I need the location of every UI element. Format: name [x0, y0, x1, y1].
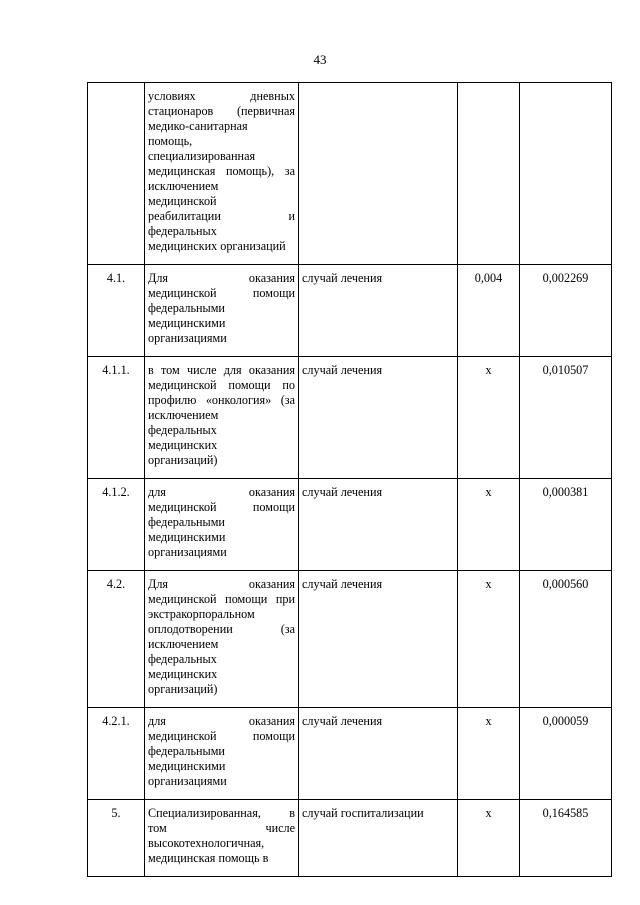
description-line: федеральных [148, 224, 217, 238]
row-description-cell [145, 83, 299, 265]
row-unit-cell: случай лечения [299, 265, 458, 357]
description-line: организациями [148, 331, 227, 345]
description-line: медицинских [148, 667, 218, 681]
row-description-cell [145, 571, 299, 708]
row-description-cell [145, 357, 299, 479]
description-line: медицинскими [148, 316, 226, 330]
description-line: медицинской помощи по [148, 378, 295, 392]
description-line: организаций) [148, 453, 218, 467]
description-line: условиях дневных [148, 89, 295, 103]
row-value2-cell: 0,000560 [520, 571, 612, 708]
description-line: медицинской помощи при [148, 592, 295, 606]
row-value1-cell: x [458, 479, 520, 571]
description-line: медицинскими [148, 759, 226, 773]
description-line: Для оказания [148, 577, 295, 591]
description-line: профилю «онкология» (за [148, 393, 295, 407]
row-value2-cell [520, 83, 612, 265]
description-line: исключением [148, 179, 219, 193]
description-line: федеральных [148, 652, 217, 666]
description-line: медицинскими [148, 530, 226, 544]
description-line: оплодотворении (за [148, 622, 295, 636]
row-value1-cell: x [458, 800, 520, 877]
description-line: организациями [148, 545, 227, 559]
row-description-cell [145, 479, 299, 571]
row-value1-cell [458, 83, 520, 265]
table-row [88, 708, 612, 800]
row-description-cell [145, 265, 299, 357]
description-line: медицинской [148, 194, 217, 208]
table-row [88, 83, 612, 265]
table-row [88, 571, 612, 708]
description-line: федеральных [148, 423, 217, 437]
row-number-cell: 5. [88, 800, 145, 877]
row-description-cell [145, 800, 299, 877]
description-line: специализированная [148, 149, 256, 163]
row-unit-cell: случай госпитализации [299, 800, 458, 877]
description-line: медицинской помощи [148, 286, 295, 300]
row-value1-cell: 0,004 [458, 265, 520, 357]
row-number-cell: 4.1.2. [88, 479, 145, 571]
description-line: медицинской помощи [148, 729, 295, 743]
description-line: медицинской помощи [148, 500, 295, 514]
row-value2-cell: 0,164585 [520, 800, 612, 877]
row-value2-cell: 0,000381 [520, 479, 612, 571]
description-line: Специализированная, в [148, 806, 295, 820]
row-unit-cell: случай лечения [299, 357, 458, 479]
description-line: высокотехнологичная, [148, 836, 265, 850]
row-unit-cell: случай лечения [299, 708, 458, 800]
table-row [88, 265, 612, 357]
row-number-cell: 4.2. [88, 571, 145, 708]
description-line: для оказания [148, 485, 295, 499]
description-line: федеральными [148, 744, 225, 758]
description-line: том числе [148, 821, 295, 835]
norms-table [87, 82, 612, 877]
row-description-cell [145, 708, 299, 800]
description-line: для оказания [148, 714, 295, 728]
description-line: Для оказания [148, 271, 295, 285]
description-line: организациями [148, 774, 227, 788]
description-line: исключением [148, 637, 219, 651]
row-number-cell [88, 83, 145, 265]
row-value2-cell: 0,002269 [520, 265, 612, 357]
description-line: федеральными [148, 301, 225, 315]
description-line: помощь, [148, 134, 193, 148]
description-line: медицинских организаций [148, 239, 286, 253]
description-line: медицинская помощь), за [148, 164, 295, 178]
description-line: медицинская помощь в [148, 851, 269, 865]
description-line: стационаров (первичная [148, 104, 295, 118]
page-number: 43 [313, 52, 327, 67]
description-line: в том числе для оказания [148, 363, 295, 377]
description-line: федеральными [148, 515, 225, 529]
description-line: организаций) [148, 682, 218, 696]
row-value2-cell: 0,010507 [520, 357, 612, 479]
row-unit-cell [299, 83, 458, 265]
table-row [88, 800, 612, 877]
row-value1-cell: x [458, 571, 520, 708]
row-value1-cell: x [458, 708, 520, 800]
description-line: реабилитации и [148, 209, 295, 223]
description-line: исключением [148, 408, 219, 422]
table-row [88, 479, 612, 571]
row-value2-cell: 0,000059 [520, 708, 612, 800]
row-number-cell: 4.1.1. [88, 357, 145, 479]
description-line: медико-санитарная [148, 119, 248, 133]
description-line: экстракорпоральном [148, 607, 255, 621]
row-number-cell: 4.2.1. [88, 708, 145, 800]
row-unit-cell: случай лечения [299, 479, 458, 571]
table-row [88, 357, 612, 479]
row-unit-cell: случай лечения [299, 571, 458, 708]
row-number-cell: 4.1. [88, 265, 145, 357]
description-line: медицинских [148, 438, 218, 452]
row-value1-cell: x [458, 357, 520, 479]
